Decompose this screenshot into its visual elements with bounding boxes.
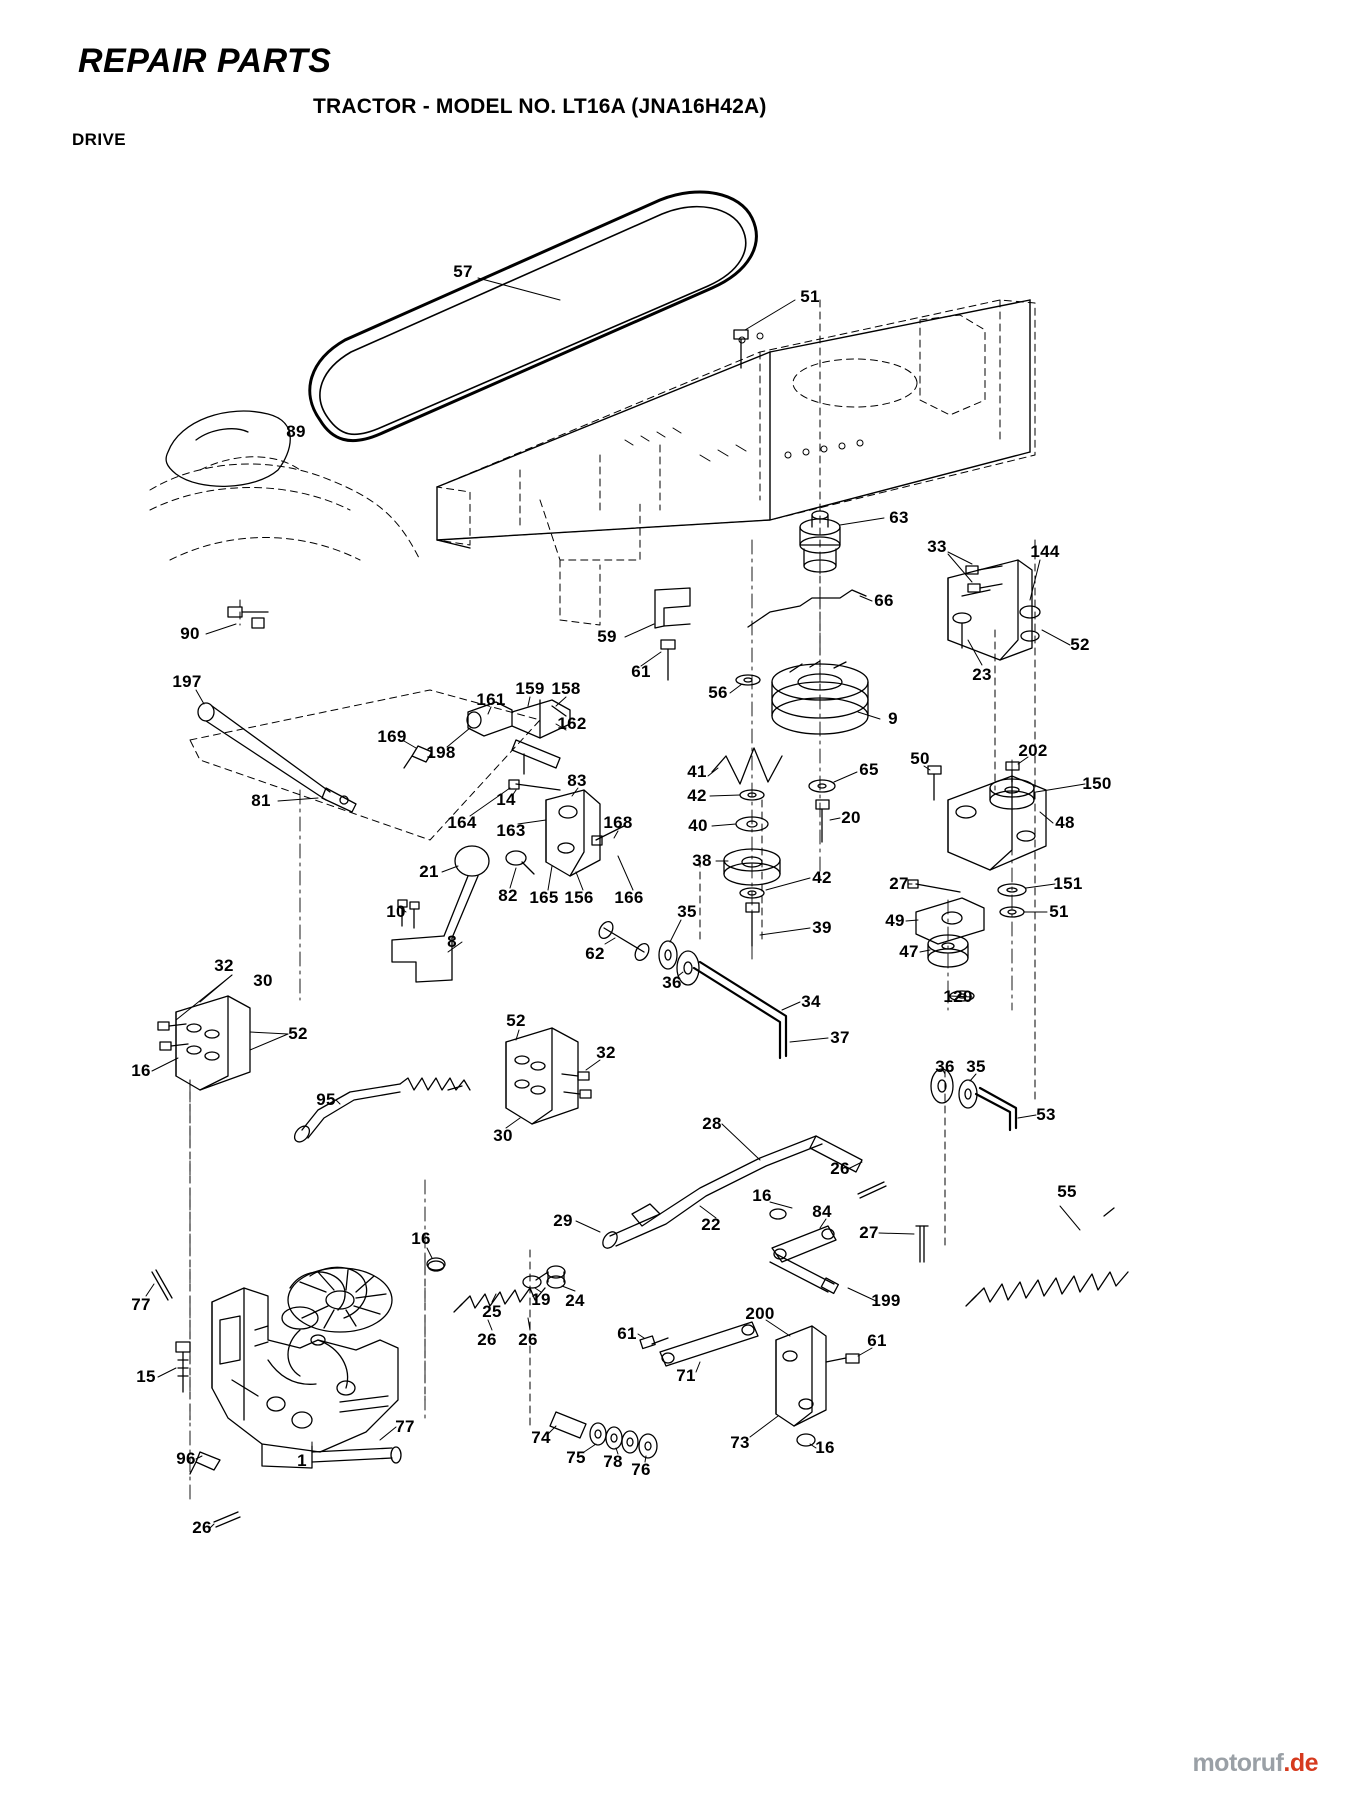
part-41 (712, 748, 782, 784)
callout-73: 73 (730, 1433, 750, 1452)
part-49-bracket (916, 898, 984, 944)
callout-42: 42 (687, 786, 707, 805)
part-24 (547, 1266, 565, 1288)
callout-84: 84 (812, 1202, 832, 1221)
part-35-a (659, 941, 677, 969)
callout-10: 10 (386, 902, 406, 921)
callout-41: 41 (687, 762, 707, 781)
callout-65: 65 (859, 760, 879, 779)
callout-36: 36 (662, 973, 682, 992)
callout-20: 20 (841, 808, 861, 827)
part-16-nut-c (797, 1434, 815, 1446)
callout-19: 19 (531, 1290, 551, 1309)
callout-53: 53 (1036, 1105, 1056, 1124)
callout-144: 144 (1030, 542, 1060, 561)
callout-52: 52 (506, 1011, 526, 1030)
part-27-pin-b (916, 1226, 928, 1262)
callout-162: 162 (557, 714, 587, 733)
part-89 (166, 411, 290, 486)
part-15-bolt (176, 1342, 190, 1392)
callout-165: 165 (529, 888, 559, 907)
part-158-group (467, 700, 570, 774)
part-32-bolts-right (562, 1072, 591, 1098)
callout-15: 15 (136, 1367, 156, 1386)
callout-120: 120 (943, 987, 973, 1006)
callout-26: 26 (518, 1330, 538, 1349)
callout-33: 33 (927, 537, 947, 556)
callout-50: 50 (910, 749, 930, 768)
part-71-link (660, 1322, 758, 1366)
part-50-bolt (928, 766, 941, 800)
callout-16: 16 (131, 1061, 151, 1080)
callout-77: 77 (131, 1295, 151, 1314)
part-26-pin-a (858, 1182, 886, 1198)
callout-22: 22 (701, 1215, 721, 1234)
callout-28: 28 (702, 1114, 722, 1133)
part-200-bracket (776, 1326, 826, 1426)
callout-27: 27 (889, 874, 909, 893)
part-33-bolts (966, 566, 1002, 592)
callout-14: 14 (496, 790, 516, 809)
part-74 (550, 1412, 586, 1438)
callout-59: 59 (597, 627, 617, 646)
part-56 (736, 675, 760, 685)
callout-26: 26 (477, 1330, 497, 1349)
callout-39: 39 (812, 918, 832, 937)
part-163-bracket (546, 790, 600, 876)
callout-66: 66 (874, 591, 894, 610)
section-label: DRIVE (72, 130, 126, 149)
callout-32: 32 (214, 956, 234, 975)
callout-40: 40 (688, 816, 708, 835)
callout-169: 169 (377, 727, 407, 746)
callout-74: 74 (531, 1428, 551, 1447)
callout-77: 77 (395, 1417, 415, 1436)
callout-51: 51 (1049, 902, 1069, 921)
callout-81: 81 (251, 791, 271, 810)
callout-166: 166 (614, 888, 644, 907)
callout-21: 21 (419, 862, 439, 881)
callout-198: 198 (426, 743, 456, 762)
callout-62: 62 (585, 944, 605, 963)
page-title: REPAIR PARTS (78, 42, 332, 80)
callout-197: 197 (172, 672, 202, 691)
part-55-spring (966, 1208, 1128, 1306)
callout-95: 95 (316, 1090, 336, 1109)
callout-49: 49 (885, 911, 905, 930)
callout-63: 63 (889, 508, 909, 527)
callout-156: 156 (564, 888, 594, 907)
callout-76: 76 (631, 1460, 651, 1479)
callout-37: 37 (830, 1028, 850, 1047)
part-84 (770, 1226, 838, 1293)
callout-158: 158 (551, 679, 581, 698)
callout-90: 90 (180, 624, 200, 643)
callout-35: 35 (677, 902, 697, 921)
callout-78: 78 (603, 1452, 623, 1471)
callout-35: 35 (966, 1057, 986, 1076)
callout-163: 163 (496, 821, 526, 840)
callout-89: 89 (286, 422, 306, 441)
callout-36: 36 (935, 1057, 955, 1076)
callout-168: 168 (603, 813, 633, 832)
part-39-bolt (746, 903, 759, 946)
callout-34: 34 (801, 992, 821, 1011)
callout-9: 9 (888, 709, 898, 728)
callout-199: 199 (871, 1291, 901, 1310)
callout-159: 159 (515, 679, 545, 698)
part-23-bracket (948, 560, 1040, 660)
callout-83: 83 (567, 771, 587, 790)
callout-27: 27 (859, 1223, 879, 1242)
callout-38: 38 (692, 851, 712, 870)
callout-200: 200 (745, 1304, 775, 1323)
callout-23: 23 (972, 665, 992, 684)
watermark-tld: .de (1283, 1749, 1318, 1777)
part-59 (655, 588, 690, 628)
drive-belt (310, 192, 757, 441)
callout-71: 71 (676, 1366, 696, 1385)
part-82 (506, 851, 534, 874)
callout-16: 16 (752, 1186, 772, 1205)
callout-26: 26 (192, 1518, 212, 1537)
callout-30: 30 (493, 1126, 513, 1145)
part-26-pin-b (214, 1512, 240, 1527)
part-21-lever (392, 846, 489, 982)
model-subtitle: TRACTOR - MODEL NO. LT16A (JNA16H42A) (313, 95, 767, 118)
callout-61: 61 (631, 662, 651, 681)
part-81 (198, 703, 356, 812)
callout-164: 164 (447, 813, 477, 832)
callout-1: 1 (297, 1451, 307, 1470)
callout-30: 30 (253, 971, 273, 990)
part-75-washers (590, 1423, 657, 1458)
callout-57: 57 (453, 262, 473, 281)
watermark-name: motoruf (1192, 1749, 1284, 1777)
part-27-bolt (908, 880, 960, 892)
part-65 (809, 780, 835, 792)
part-32-bolts-left (158, 1022, 188, 1050)
part-34-rod (694, 962, 786, 1058)
callout-52: 52 (1070, 635, 1090, 654)
part-16-nut-a (770, 1209, 786, 1219)
callout-52: 52 (288, 1024, 308, 1043)
part-35-b (959, 1080, 977, 1108)
part-61-c (826, 1354, 859, 1363)
watermark (1192, 1749, 1318, 1778)
callout-151: 151 (1053, 874, 1083, 893)
callout-82: 82 (498, 886, 518, 905)
callout-55: 55 (1057, 1182, 1077, 1201)
part-77-a (152, 1270, 172, 1300)
callout-48: 48 (1055, 813, 1075, 832)
callout-29: 29 (553, 1211, 573, 1230)
cooling-fan (288, 1268, 392, 1332)
callout-150: 150 (1082, 774, 1112, 793)
part-1-transaxle (212, 1267, 401, 1468)
callout-25: 25 (482, 1302, 502, 1321)
part-61-a (661, 640, 675, 680)
callout-61: 61 (617, 1324, 637, 1343)
callout-8: 8 (447, 932, 457, 951)
callout-16: 16 (411, 1229, 431, 1248)
part-14 (509, 780, 560, 790)
callout-47: 47 (899, 942, 919, 961)
callout-51: 51 (800, 287, 820, 306)
callout-26: 26 (830, 1159, 850, 1178)
part-19 (523, 1276, 541, 1288)
part-95 (292, 1078, 470, 1145)
callout-75: 75 (566, 1448, 586, 1467)
callout-161: 161 (476, 690, 506, 709)
part-28-rod (600, 1136, 862, 1251)
callout-24: 24 (565, 1291, 585, 1310)
callout-42: 42 (812, 868, 832, 887)
callout-32: 32 (596, 1043, 616, 1062)
part-20-bolt (816, 800, 829, 842)
part-48-bracket (948, 776, 1046, 870)
part-30-right (506, 1028, 578, 1124)
callout-56: 56 (708, 683, 728, 702)
part-66 (748, 590, 866, 627)
part-53-rod (976, 1088, 1016, 1130)
part-16-nut-d (427, 1258, 445, 1270)
callout-61: 61 (867, 1331, 887, 1350)
callout-96: 96 (176, 1449, 196, 1468)
callout-202: 202 (1018, 741, 1048, 760)
callout-16: 16 (815, 1438, 835, 1457)
part-30-left (176, 996, 250, 1090)
